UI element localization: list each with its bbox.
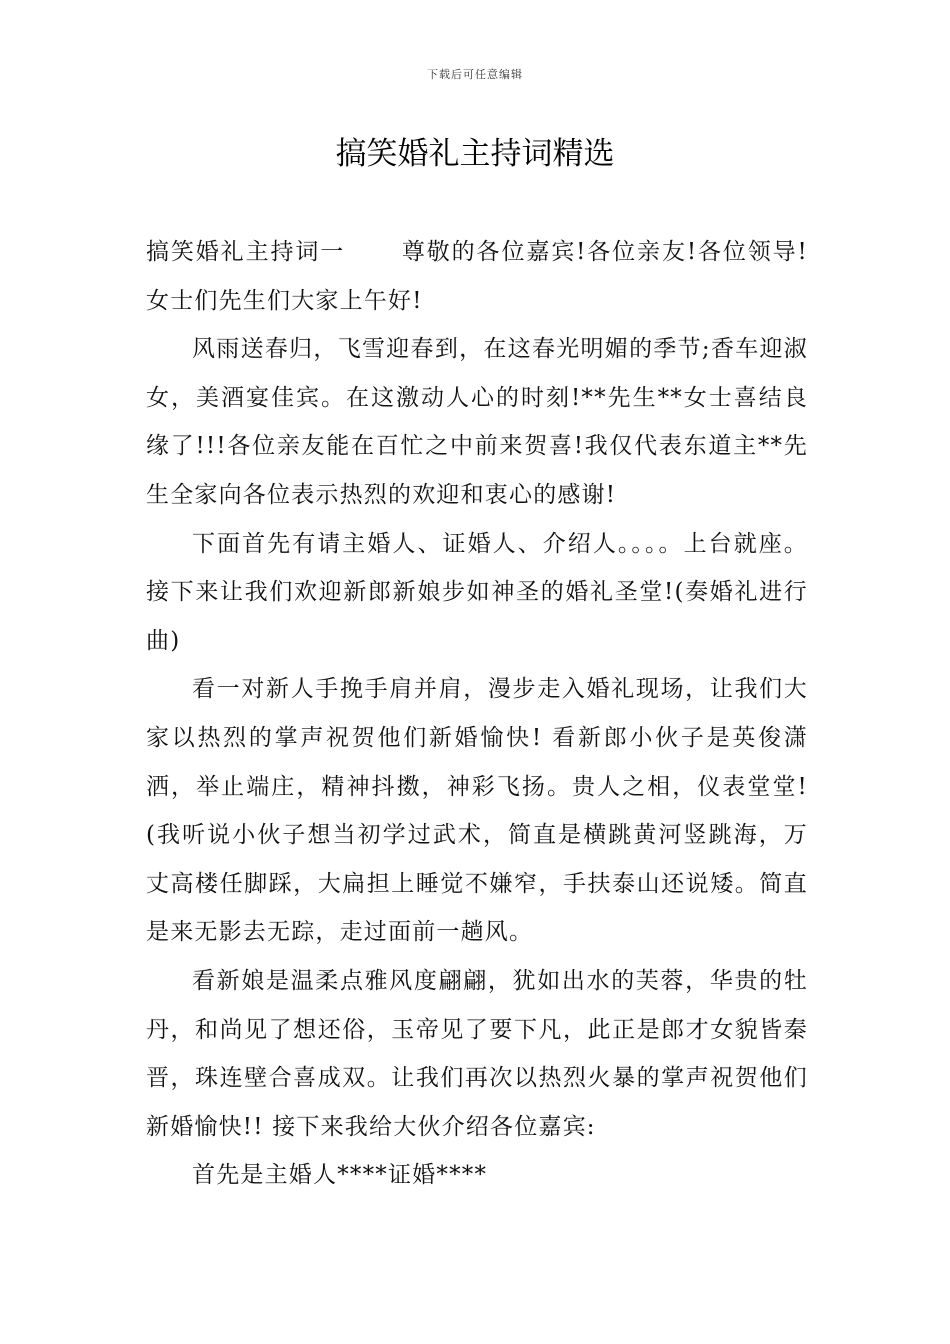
intro-paragraph <box>146 228 808 325</box>
document-title: 搞笑婚礼主持词精选 <box>335 136 615 172</box>
intro-label: 搞笑婚礼主持词一 <box>146 239 346 265</box>
paragraph-1: 风雨送春归，飞雪迎春到，在这春光明媚的季节;香车迎淑女，美酒宴佳宾。在这激动人心的时刻!**先生**女士喜结良缘了!!!各位亲友能在百忙之中前来贺喜!我仅代表东道主**先生全家向各位表示热烈的欢迎和衷心的感谢! <box>146 336 808 508</box>
header-note: 下载后可任意编辑 <box>427 68 523 81</box>
intro-text: 尊敬的各位嘉宾!各位亲友!各位领导!女士们先生们大家上午好! <box>146 239 809 314</box>
paragraph-2: 下面首先有请主婚人、证婚人、介绍人。。。。上台就座。 接下来让我们欢迎新郎新娘步如神圣的婚礼圣堂!(奏婚礼进行曲) <box>146 530 808 654</box>
paragraph-5: 首先是主婚人****证婚**** <box>192 1162 488 1189</box>
paragraph-4: 看新娘是温柔点雅风度翩翩，犹如出水的芙蓉，华贵的牡丹，和尚见了想还俗，玉帝见了要下凡，此正是郎才女貌皆秦晋，珠连壁合喜成双。让我们再次以热烈火暴的掌声祝贺他们新婚愉快!! 接下来我给大伙介绍各位嘉宾: <box>146 967 808 1140</box>
document-body <box>146 228 808 1200</box>
paragraph-3: 看一对新人手挽手肩并肩，漫步走入婚礼现场，让我们大家以热烈的掌声祝贺他们新婚愉快! 看新郎小伙子是英俊潇洒，举止端庄，精神抖擞，神彩飞扬。贵人之相，仪表堂堂!(我听说小伙子想当初学过武术，简直是横跳黄河竖跳海，万丈高楼任脚踩，大扁担上睡觉不嫌窄，手扶泰山还说矮。简直是来无影去无踪，走过面前一趟风。 <box>146 676 808 946</box>
